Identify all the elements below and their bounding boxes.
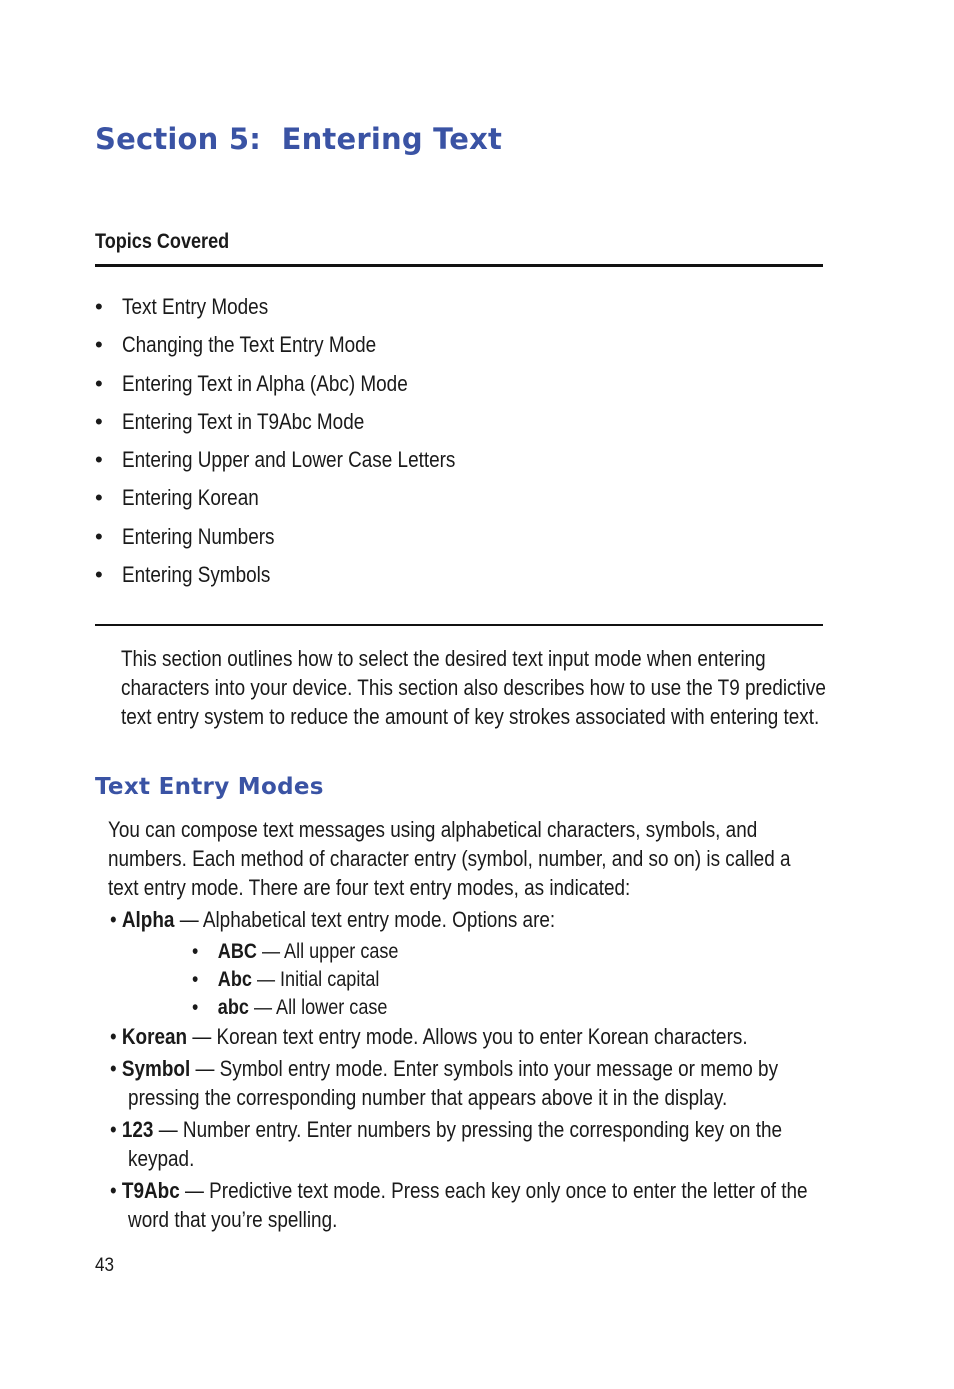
bullet: • xyxy=(95,562,103,588)
topic-text: Entering Upper and Lower Case Letters xyxy=(122,447,456,473)
mode-term: Symbol xyxy=(121,1056,191,1081)
topic-text: Entering Symbols xyxy=(122,562,271,588)
mode-t9abc xyxy=(110,1176,808,1234)
topic-text: Entering Numbers xyxy=(122,523,275,549)
option-term: Abc xyxy=(217,968,252,991)
bullet: • xyxy=(95,370,103,396)
bullet: • xyxy=(95,294,103,319)
intro-paragraph xyxy=(121,644,826,731)
bullet: • xyxy=(95,523,103,549)
mode-term: T9Abc xyxy=(121,1178,180,1203)
bullet: • xyxy=(110,907,117,932)
para-line: You can compose text messages using alphabetical characters, symbols, and xyxy=(108,817,758,842)
intro-line: text entry system to reduce the amount of key strokes associated with entering text. xyxy=(121,704,820,729)
bullet: • xyxy=(110,1024,117,1049)
mode-123 xyxy=(110,1115,782,1173)
text-entry-modes-paragraph xyxy=(108,815,791,902)
bullet: • xyxy=(95,485,103,511)
intro-line: characters into your device. This section also describes how to use the T9 predictive xyxy=(121,675,826,700)
topic-text: Entering Text in Alpha (Abc) Mode xyxy=(122,370,408,396)
section-title: Section 5: Entering Text xyxy=(95,122,503,156)
mode-term: 123 xyxy=(121,1117,154,1142)
option-term: abc xyxy=(217,996,249,1019)
topic-text: Text Entry Modes xyxy=(122,294,269,319)
topic-text: Entering Text in T9Abc Mode xyxy=(122,408,365,434)
topic-text: Entering Korean xyxy=(122,485,259,511)
option-desc: — All upper case xyxy=(256,940,399,963)
para-line: numbers. Each method of character entry (symbol, number, and so on) is called a xyxy=(108,846,791,871)
mode-desc: — Korean text entry mode. Allows you to enter Korean characters. xyxy=(187,1024,748,1049)
bullet: • xyxy=(192,996,199,1019)
mode-term: Alpha xyxy=(121,907,175,932)
mode-symbol xyxy=(110,1054,778,1112)
mode-desc: — Alphabetical text entry mode. Options are: xyxy=(174,907,556,932)
alpha-option xyxy=(192,938,398,966)
option-desc: — Initial capital xyxy=(251,968,380,991)
topics-heading: Topics Covered xyxy=(95,230,230,253)
alpha-option xyxy=(192,994,387,1022)
bullet: • xyxy=(95,447,103,473)
topics-rule-bottom xyxy=(95,624,823,626)
bullet: • xyxy=(192,968,199,991)
mode-desc-continued: keypad. xyxy=(128,1146,195,1171)
mode-term: Korean xyxy=(121,1024,188,1049)
mode-desc-continued: word that you’re spelling. xyxy=(128,1207,338,1232)
mode-alpha xyxy=(110,905,555,934)
mode-desc: — Symbol entry mode. Enter symbols into your message or memo by xyxy=(190,1056,779,1081)
bullet: • xyxy=(95,332,103,358)
bullet: • xyxy=(95,408,103,434)
alpha-option xyxy=(192,966,379,994)
option-term: ABC xyxy=(217,940,257,963)
mode-korean xyxy=(110,1022,748,1051)
bullet: • xyxy=(110,1056,117,1081)
option-desc: — All lower case xyxy=(248,996,388,1019)
mode-desc-continued: pressing the corresponding number that appears above it in the display. xyxy=(128,1085,728,1110)
para-line: text entry mode. There are four text entry modes, as indicated: xyxy=(108,875,631,900)
bullet: • xyxy=(192,940,199,963)
bullet: • xyxy=(110,1178,117,1203)
topic-text: Changing the Text Entry Mode xyxy=(122,332,377,358)
mode-desc: — Number entry. Enter numbers by pressing the corresponding key on the xyxy=(153,1117,783,1142)
mode-desc: — Predictive text mode. Press each key only once to enter the letter of the xyxy=(179,1178,808,1203)
topics-rule-top xyxy=(95,264,823,267)
intro-line: This section outlines how to select the desired text input mode when entering xyxy=(121,646,766,671)
page-number: 43 xyxy=(95,1255,115,1276)
bullet: • xyxy=(110,1117,117,1142)
text-entry-modes-heading: Text Entry Modes xyxy=(95,774,324,800)
